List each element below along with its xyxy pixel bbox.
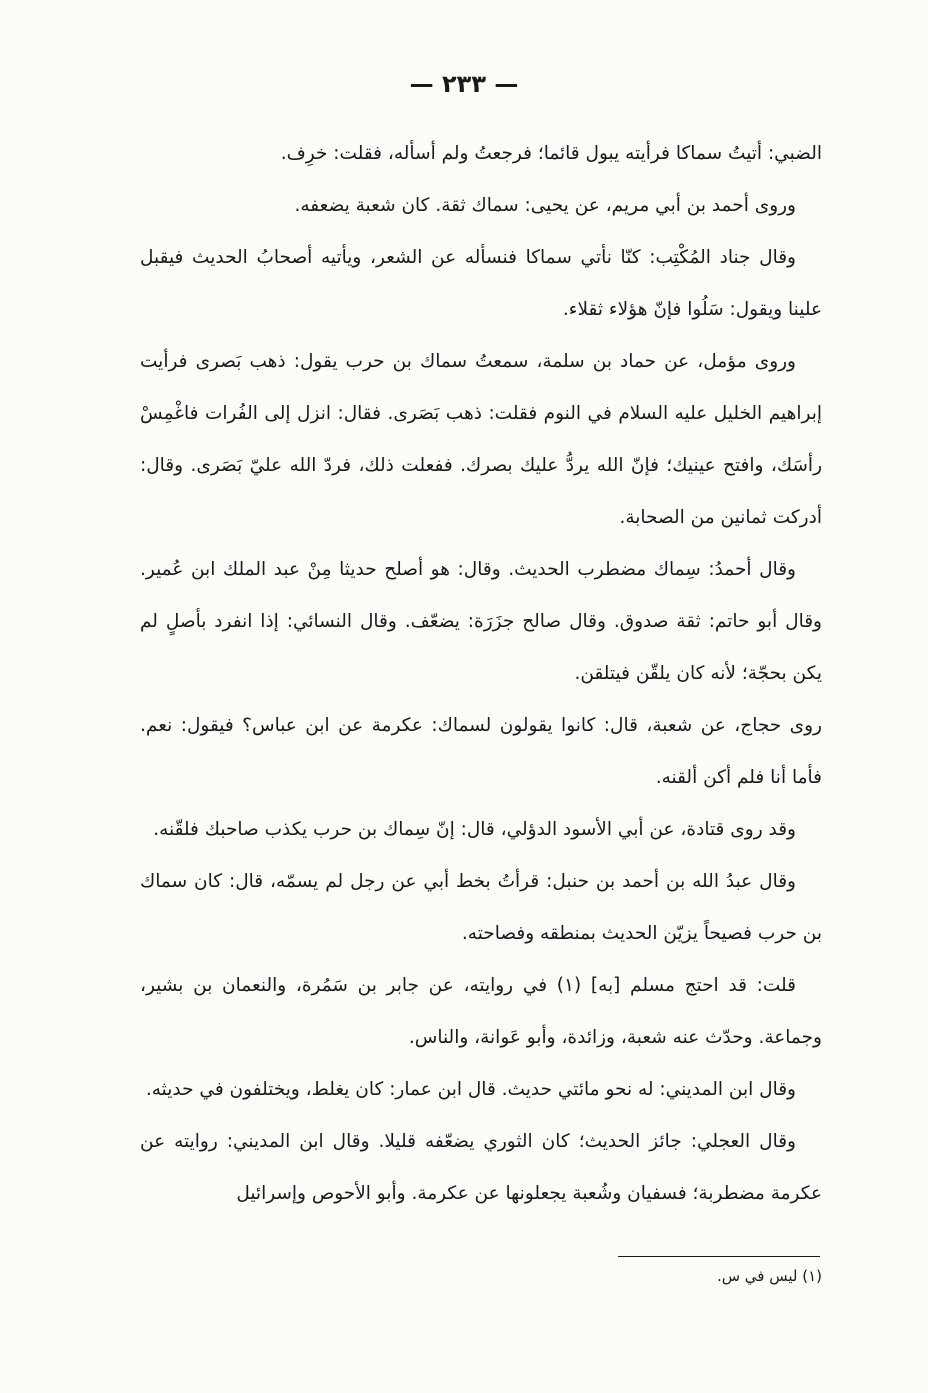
footnote: (١) ليس في س. xyxy=(716,1267,822,1285)
paragraph: وقال ابن المديني: له نحو مائتي حديث. قال ابن عمار: كان يغلط، ويختلفون في حديثه. xyxy=(145,1079,796,1100)
paragraph: وقال أحمدُ: سِماك مضطرب الحديث. وقال: هو أصلح حديثا مِنْ عبد الملك ابن عُمير. وقال أبو حاتم: ثقة صدوق. وقال صالح جزَرَة: يضعّف. وقال النسائي: إذا انفرد بأصلٍ لم يكن بحجّة؛ لأنه كان يلقّن فيتلقن. xyxy=(140,559,822,684)
paragraph: وقد روى قتادة، عن أبي الأسود الدؤلي، قال: إنّ سِماك بن حرب يكذب صاحبك فلقّنه. xyxy=(153,819,796,840)
paragraph: وروى أحمد بن أبي مريم، عن يحيى: سماك ثقة. كان شعبة يضعفه. xyxy=(294,195,796,216)
paragraph: وقال العجلي: جائز الحديث؛ كان الثوري يضعّفه قليلا. وقال ابن المديني: روايته عن عكرمة مضطربة؛ فسفيان وشُعبة يجعلونها عن عكرمة. وأبو الأحوص وإسرائيل xyxy=(140,1131,822,1204)
page-number: — ٢٣٣ — xyxy=(409,70,519,98)
paragraph: وقال عبدُ الله بن أحمد بن حنبل: قرأتُ بخط أبي عن رجل لم يسمّه، قال: كان سماك بن حرب فصيحاً يزيّن الحديث بمنطقه وفصاحته. xyxy=(140,871,822,944)
paragraph: وقال جناد المُكْتِب: كنّا نأتي سماكا فنسأله عن الشعر، ويأتيه أصحابُ الحديث فيقبل علينا ويقول: سَلُوا فإنّ هؤلاء ثقلاء. xyxy=(140,247,822,320)
paragraph: وروى مؤمل، عن حماد بن سلمة، سمعتُ سماك بن حرب يقول: ذهب بَصرى فرأيت إبراهيم الخليل عليه السلام في النوم فقلت: ذهب بَصَرى. فقال: انزل إلى الفُرات فاغْمِسْ رأسَك، وافتح عينيك؛ فإنّ الله يردُّ عليك بصرك. ففعلت ذلك، فردّ الله عليّ بَصَرى. وقال: أدركت ثمانين من الصحابة. xyxy=(140,351,822,528)
footnote-divider xyxy=(618,1256,820,1257)
paragraph: الضبي: أتيتُ سماكا فرأيته يبول قائما؛ فرجعتُ ولم أسأله، فقلت: خرِف. xyxy=(280,143,822,164)
paragraph: روى حجاج، عن شعبة، قال: كانوا يقولون لسماك: عكرمة عن ابن عباس؟ فيقول: نعم. فأما أنا فلم أكن ألقنه. xyxy=(140,715,822,788)
main-text xyxy=(140,128,822,1220)
paragraph: قلت: قد احتج مسلم [به] (١) في روايته، عن جابر بن سَمُرة، والنعمان بن بشير، وجماعة. وحدّث عنه شعبة، وزائدة، وأبو عَوانة، والناس. xyxy=(140,975,822,1048)
